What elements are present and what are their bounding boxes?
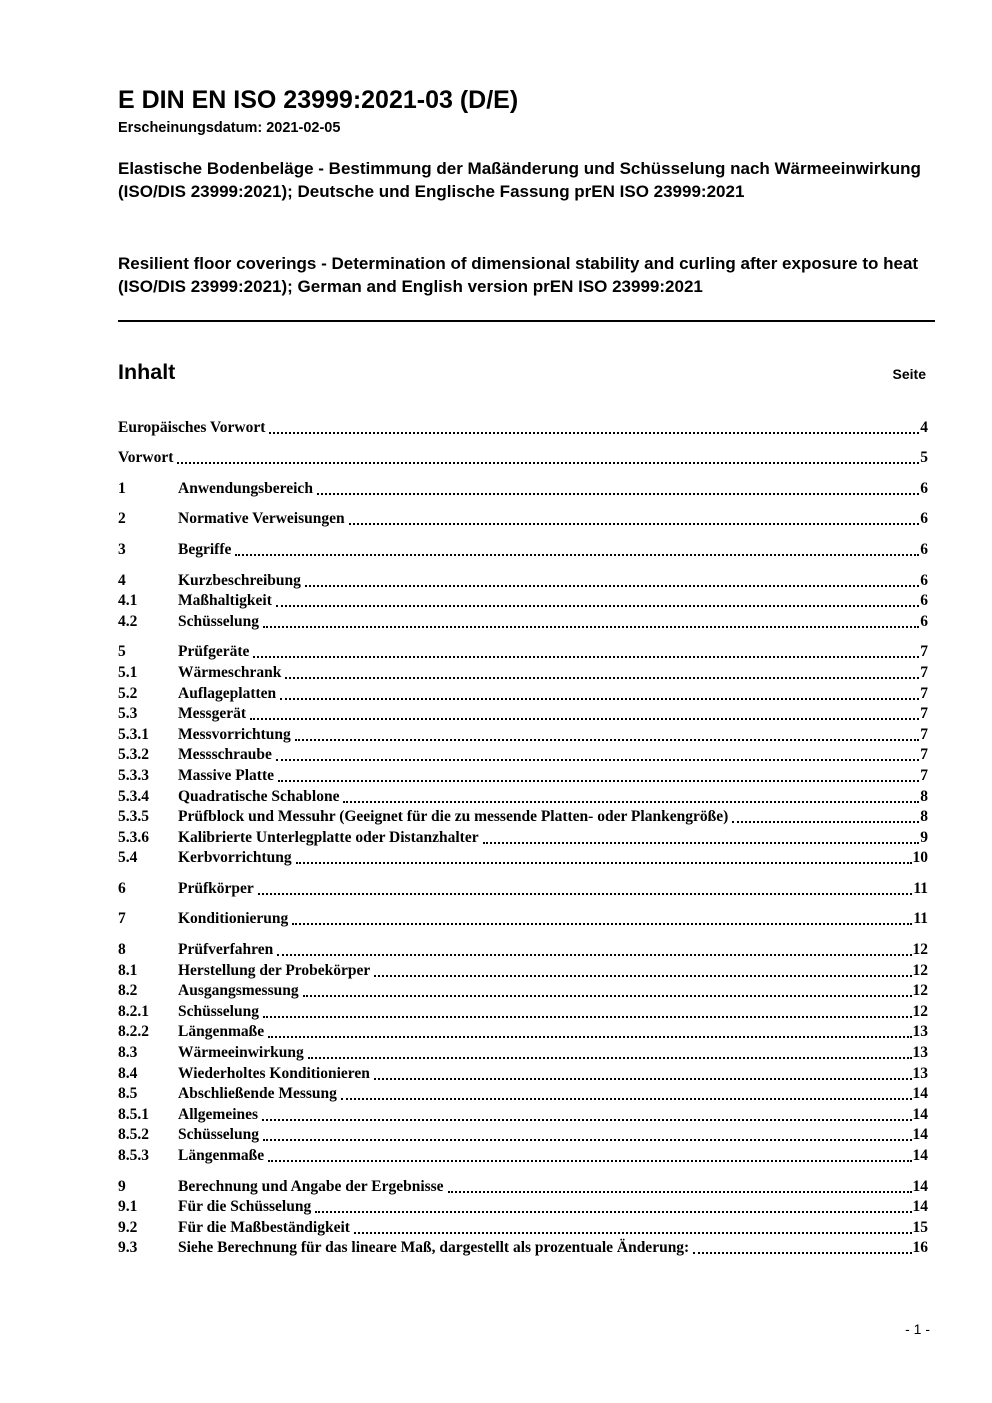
toc-entry-number: 5.3.2 xyxy=(118,746,149,764)
toc-entry-page: 12 xyxy=(912,982,928,1000)
toc-entry-label: Kalibrierte Unterlegplatte oder Distanzhalter xyxy=(178,828,479,846)
toc-entry-page: 7 xyxy=(920,684,928,702)
toc-entry-label: Kerbvorrichtung xyxy=(178,849,292,867)
toc-dot-leader xyxy=(341,1098,912,1100)
toc-dot-leader xyxy=(268,1036,911,1038)
toc-entry-number: 5.4 xyxy=(118,849,138,867)
toc-entry-label: Quadratische Schablone xyxy=(178,787,340,805)
toc-dot-leader xyxy=(483,842,920,844)
toc-row xyxy=(118,826,928,847)
toc-entry-page: 16 xyxy=(912,1239,928,1257)
toc-entry-label: Begriffe xyxy=(178,540,232,558)
toc-entry-label: Messvorrichtung xyxy=(178,725,291,743)
toc-entry-label: Für die Maßbeständigkeit xyxy=(178,1218,350,1236)
toc-dot-leader xyxy=(276,759,919,761)
toc-entry-label: Messgerät xyxy=(178,705,246,723)
toc-row xyxy=(118,661,928,682)
toc-entry-page: 10 xyxy=(912,849,928,867)
toc-entry-label: Schüsselung xyxy=(178,1126,259,1144)
toc-entry-label: Allgemeines xyxy=(178,1105,259,1123)
toc-entry-number: 5.2 xyxy=(118,684,138,702)
toc-dot-leader xyxy=(295,739,919,741)
toc-entry-number: 8.3 xyxy=(118,1044,138,1062)
toc-dot-leader xyxy=(315,1211,911,1213)
toc-entry-page: 8 xyxy=(920,808,928,826)
toc-entry-page: 5 xyxy=(920,449,928,467)
toc-dot-leader xyxy=(305,585,919,587)
toc-entry-number: 9.2 xyxy=(118,1218,138,1236)
toc-dot-leader xyxy=(263,626,919,628)
toc-dot-leader xyxy=(296,862,912,864)
toc-entry-page: 14 xyxy=(912,1177,928,1195)
toc-dot-leader xyxy=(263,1016,912,1018)
toc-dot-leader xyxy=(303,995,912,997)
toc-dot-leader xyxy=(354,1232,912,1234)
toc-row xyxy=(118,1083,928,1104)
toc-dot-leader xyxy=(268,1160,911,1162)
toc-row xyxy=(118,785,928,806)
toc-entry-page: 7 xyxy=(920,663,928,681)
toc-entry-number: 2 xyxy=(118,510,126,528)
toc-entry-label: Längenmaße xyxy=(178,1147,265,1164)
toc-row xyxy=(118,1175,928,1196)
toc-entry-page: 11 xyxy=(913,910,928,928)
toc-dot-leader xyxy=(235,554,919,556)
header-divider-rule xyxy=(118,320,935,322)
document-title-english: Resilient floor coverings - Determination of dimensional stability and curling after exposure to heat (ISO/DIS 23999:2021); German and English version prEN ISO 23999:2021 xyxy=(118,254,919,296)
toc-page-column-label: Seite xyxy=(892,366,926,382)
toc-dot-leader xyxy=(374,1078,912,1080)
toc-row xyxy=(118,447,928,468)
toc-row xyxy=(118,508,928,529)
toc-dot-leader xyxy=(278,780,919,782)
toc-row xyxy=(118,764,928,785)
toc-entry-page: 15 xyxy=(912,1218,928,1236)
toc-entry-page: 14 xyxy=(912,1105,928,1123)
toc-dot-leader xyxy=(263,1139,912,1141)
toc-row xyxy=(118,908,928,929)
toc-row xyxy=(118,590,928,611)
toc-entry-page: 7 xyxy=(920,725,928,743)
toc-entry-page: 14 xyxy=(912,1147,928,1164)
toc-entry-number: 9.3 xyxy=(118,1239,138,1257)
toc-entry-number: 5 xyxy=(118,643,126,661)
toc-row xyxy=(118,416,928,437)
toc-list xyxy=(118,416,928,1257)
toc-entry-number: 8.1 xyxy=(118,961,138,979)
toc-entry-label: Schüsselung xyxy=(178,612,259,630)
toc-entry-number: 4 xyxy=(118,571,126,589)
toc-entry-page: 4 xyxy=(920,418,928,436)
toc-row xyxy=(118,1062,928,1083)
toc-entry-page: 12 xyxy=(912,941,928,959)
toc-row xyxy=(118,1021,928,1042)
toc-dot-leader xyxy=(262,1119,911,1121)
toc-dot-leader xyxy=(343,801,919,803)
toc-entry-label: Ausgangsmessung xyxy=(178,982,299,1000)
toc-entry-number: 1 xyxy=(118,479,126,497)
toc-entry-page: 7 xyxy=(920,705,928,723)
toc-entry-number: 8.4 xyxy=(118,1064,138,1082)
toc-entry-number: 8.2.2 xyxy=(118,1023,149,1041)
toc-row xyxy=(118,1237,928,1258)
toc-entry-number: 5.3.4 xyxy=(118,787,149,805)
toc-row xyxy=(118,877,928,898)
toc-dot-leader xyxy=(317,493,919,495)
toc-entry-page: 14 xyxy=(912,1126,928,1144)
toc-entry-number: 7 xyxy=(118,910,126,928)
toc-entry-number: 5.3.1 xyxy=(118,725,149,743)
toc-entry-number: 3 xyxy=(118,540,126,558)
toc-entry-page: 13 xyxy=(912,1044,928,1062)
toc-entry-page: 13 xyxy=(912,1023,928,1041)
toc-entry-label: Wärmeeinwirkung xyxy=(178,1044,304,1062)
toc-entry-page: 7 xyxy=(920,643,928,661)
toc-row xyxy=(118,1216,928,1237)
toc-dot-leader xyxy=(250,718,919,720)
toc-entry-page: 6 xyxy=(920,479,928,497)
document-title-german: Elastische Bodenbeläge - Bestimmung der Maßänderung und Schüsselung nach Wärmeeinwirkung (ISO/DIS 23999:2021); Deutsche und Englische Fassung prEN ISO 23999:2021 xyxy=(118,159,921,201)
toc-header xyxy=(118,360,926,385)
toc-entry-number: 8.5.1 xyxy=(118,1105,149,1123)
toc-dot-leader xyxy=(285,677,919,679)
toc-entry-number: 8.5.3 xyxy=(118,1147,149,1164)
toc-row xyxy=(118,1000,928,1021)
toc-row xyxy=(118,847,928,868)
toc-row xyxy=(118,682,928,703)
toc-row xyxy=(118,1144,928,1165)
toc-row xyxy=(118,723,928,744)
publication-date: Erscheinungsdatum: 2021-02-05 xyxy=(118,120,341,136)
toc-entry-label: Konditionierung xyxy=(178,910,289,928)
toc-row xyxy=(118,569,928,590)
toc-entry-label: Europäisches Vorwort xyxy=(118,418,266,436)
toc-entry-number: 5.3.3 xyxy=(118,766,149,784)
toc-entry-label: Auflageplatten xyxy=(178,684,277,702)
toc-dot-leader xyxy=(269,432,919,434)
toc-dot-leader xyxy=(258,893,913,895)
toc-entry-page: 6 xyxy=(920,510,928,528)
toc-entry-number: 6 xyxy=(118,879,126,897)
toc-entry-label: Prüfgeräte xyxy=(178,643,250,661)
toc-entry-page: 7 xyxy=(920,746,928,764)
toc-dot-leader xyxy=(374,975,911,977)
toc-entry-number: 9.1 xyxy=(118,1198,138,1216)
toc-dot-leader xyxy=(693,1252,911,1254)
toc-entry-label: Für die Schüsselung xyxy=(178,1198,312,1216)
toc-entry-number: 9 xyxy=(118,1177,126,1195)
toc-row xyxy=(118,744,928,765)
toc-entry-label: Wiederholtes Konditionieren xyxy=(178,1064,370,1082)
toc-entry-label: Maßhaltigkeit xyxy=(178,592,272,610)
toc-dot-leader xyxy=(292,923,912,925)
toc-entry-page: 12 xyxy=(912,961,928,979)
toc-entry-page: 12 xyxy=(912,1002,928,1020)
toc-entry-label: Berechnung und Angabe der Ergebnisse xyxy=(178,1177,444,1195)
toc-row xyxy=(118,806,928,827)
toc-dot-leader xyxy=(448,1191,912,1193)
toc-entry-label: Schüsselung xyxy=(178,1002,259,1020)
toc-entry-label: Längenmaße xyxy=(178,1023,265,1041)
document-number-heading: E DIN EN ISO 23999:2021-03 (D/E) xyxy=(118,86,519,114)
toc-entry-number: 4.1 xyxy=(118,592,138,610)
toc-dot-leader xyxy=(276,605,919,607)
toc-row xyxy=(118,1041,928,1062)
toc-dot-leader xyxy=(277,954,911,956)
toc-entry-number: 5.3 xyxy=(118,705,138,723)
toc-entry-label: Prüfverfahren xyxy=(178,941,274,959)
toc-entry-page: 13 xyxy=(912,1064,928,1082)
toc-heading: Inhalt xyxy=(118,360,176,384)
toc-row xyxy=(118,538,928,559)
toc-entry-label: Vorwort xyxy=(118,449,174,467)
toc-row xyxy=(118,959,928,980)
toc-entry-page: 6 xyxy=(920,612,928,630)
toc-entry-label: Anwendungsbereich xyxy=(178,479,313,497)
toc-row xyxy=(118,703,928,724)
toc-entry-number: 8.5.2 xyxy=(118,1126,149,1144)
toc-entry-page: 6 xyxy=(920,592,928,610)
toc-entry-page: 6 xyxy=(920,571,928,589)
toc-dot-leader xyxy=(253,656,919,658)
toc-entry-label: Abschließende Messung xyxy=(178,1085,337,1103)
toc-entry-page: 11 xyxy=(913,879,928,897)
toc-dot-leader xyxy=(280,698,919,700)
toc-entry-number: 8.2 xyxy=(118,982,138,1000)
toc-entry-number: 5.3.6 xyxy=(118,828,149,846)
toc-entry-number: 4.2 xyxy=(118,612,138,630)
toc-dot-leader xyxy=(177,462,919,464)
toc-entry-page: 9 xyxy=(920,828,928,846)
toc-entry-label: Kurzbeschreibung xyxy=(178,571,301,589)
toc-entry-label: Prüfkörper xyxy=(178,879,254,897)
toc-row xyxy=(118,980,928,1001)
toc-entry-label: Massive Platte xyxy=(178,766,274,784)
toc-row xyxy=(118,938,928,959)
toc-entry-label: Prüfblock und Messuhr (Geeignet für die zu messende Platten- oder Plankengröße) xyxy=(178,808,729,826)
toc-row xyxy=(118,641,928,662)
toc-entry-page: 14 xyxy=(912,1198,928,1216)
toc-row xyxy=(118,1124,928,1145)
toc-entry-number: 5.1 xyxy=(118,663,138,681)
toc-row xyxy=(118,610,928,631)
toc-entry-label: Wärmeschrank xyxy=(178,663,282,681)
toc-entry-page: 14 xyxy=(912,1085,928,1103)
toc-entry-number: 8.5 xyxy=(118,1085,138,1103)
toc-dot-leader xyxy=(349,523,920,525)
toc-dot-leader xyxy=(732,821,919,823)
toc-entry-label: Messschraube xyxy=(178,746,272,764)
toc-entry-page: 7 xyxy=(920,766,928,784)
footer-page-number: - 1 - xyxy=(905,1321,930,1337)
toc-row xyxy=(118,477,928,498)
toc-entry-number: 8.2.1 xyxy=(118,1002,149,1020)
toc-row xyxy=(118,1103,928,1124)
toc-entry-label: Siehe Berechnung für das lineare Maß, dargestellt als prozentuale Änderung: xyxy=(178,1239,690,1257)
toc-entry-number: 5.3.5 xyxy=(118,808,149,826)
toc-entry-label: Normative Verweisungen xyxy=(178,510,345,528)
toc-entry-page: 6 xyxy=(920,540,928,558)
toc-entry-label: Herstellung der Probekörper xyxy=(178,961,371,979)
toc-entry-number: 8 xyxy=(118,941,126,959)
toc-row xyxy=(118,1196,928,1217)
toc-dot-leader xyxy=(308,1057,912,1059)
toc-entry-page: 8 xyxy=(920,787,928,805)
